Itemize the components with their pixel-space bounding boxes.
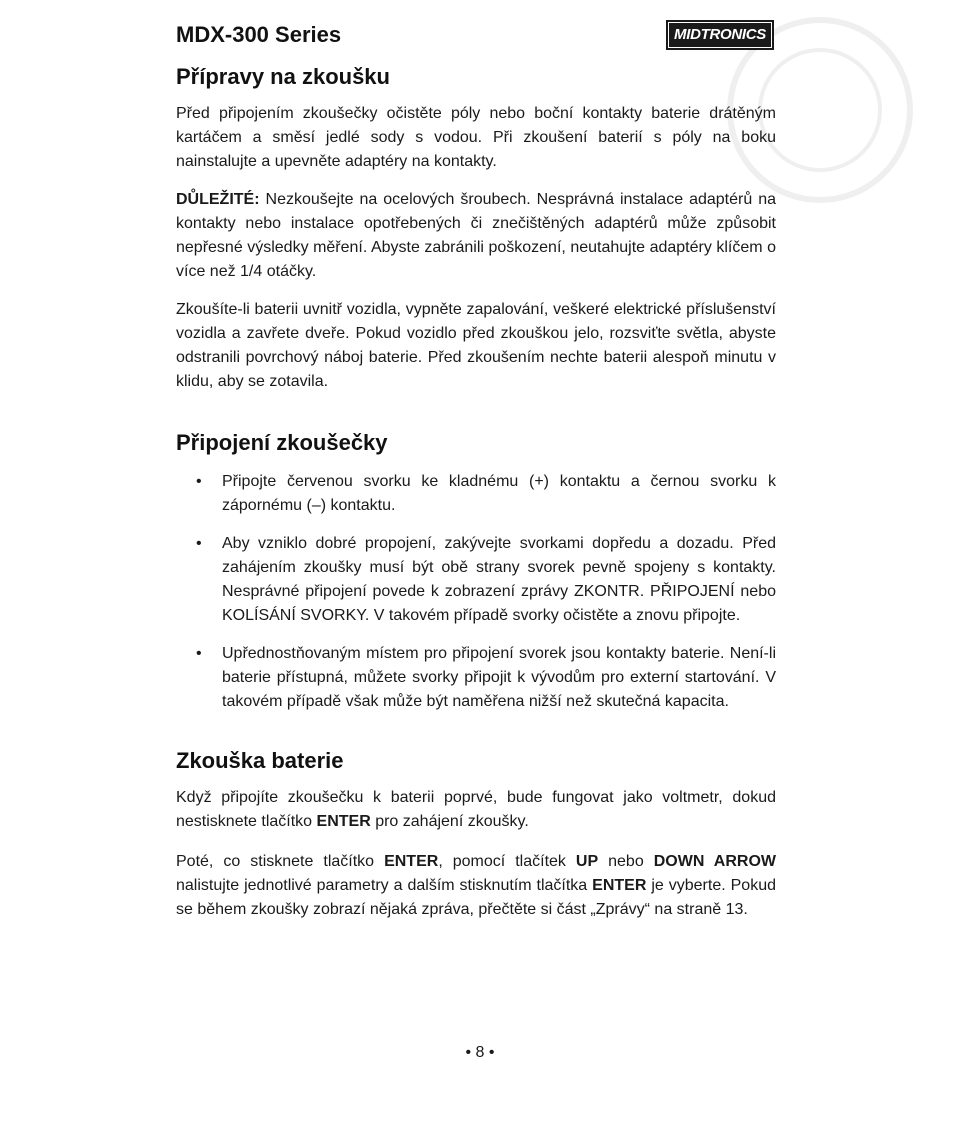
connecting-bullet-list xyxy=(176,470,776,714)
section-connecting xyxy=(176,430,776,714)
midtronics-logo: MIDTRONICS xyxy=(666,20,774,50)
testing-paragraph-2 xyxy=(176,850,776,922)
bullet-icon: • xyxy=(196,473,202,490)
section-preparation xyxy=(176,64,776,394)
bullet-item xyxy=(176,642,776,714)
section-title-connecting: Připojení zkoušečky xyxy=(176,430,388,455)
text-run: je vyberte. Pokud se během zkoušky zobrazí nějaká zpráva, přečtěte si část „Zprávy“ na straně 13. xyxy=(176,877,776,918)
bullet-text: Upřednostňovaným místem pro připojení svorek jsou kontakty baterie. Není-li baterie přístupná, můžete svorky připojit k vývodům pro externí startování. V takovém případě však může být naměřena nižší než skutečná kapacita. xyxy=(222,645,776,710)
page-header xyxy=(176,20,774,54)
up-key-label: UP xyxy=(575,853,599,870)
section-title-preparation: Přípravy na zkoušku xyxy=(176,64,390,89)
document-title: MDX-300 Series xyxy=(176,22,342,47)
text-run: nebo xyxy=(598,853,654,870)
bullet-text: Aby vzniklo dobré propojení, zakývejte svorkami dopředu a dozadu. Před zahájením zkoušky musí být obě strany svorek pevně spojeny s kontakty. Nesprávné připojení povede k zobrazení zprávy ZKONTR. PŘIPOJENÍ nebo KOLÍSÁNÍ SVORKY. V takovém případě svorky očistěte a znovu připojte. xyxy=(222,535,776,624)
text-run: pro zahájení zkoušky. xyxy=(370,813,529,830)
bullet-icon: • xyxy=(196,535,202,552)
important-label: DŮLEŽITÉ: xyxy=(176,191,260,208)
bullet-item xyxy=(176,470,776,518)
enter-key-label: ENTER xyxy=(384,853,439,870)
important-paragraph xyxy=(176,188,776,284)
text-run: Poté, co stisknete tlačítko xyxy=(176,853,385,870)
important-text: Nezkoušejte na ocelových šroubech. Nesprávná instalace adaptérů na kontakty nebo instalace opotřebených či znečištěných adaptérů může způsobit nepřesné výsledky měření. Abyste zabránili poškození, neutahujte adaptéry klíčem o více než 1/4 otáčky. xyxy=(176,191,776,280)
preparation-paragraph-1: Před připojením zkoušečky očistěte póly nebo boční kontakty baterie drátěným kartáčem a směsí jedlé sody s vodou. Při zkoušení baterií s póly na boku nainstalujte a upevněte adaptéry na kontakty. xyxy=(176,105,776,170)
section-testing xyxy=(176,748,776,922)
page-content xyxy=(176,62,776,922)
text-run: Když připojíte zkoušečku k baterii poprvé, bude fungovat jako voltmetr, dokud nestisknete tlačítko xyxy=(176,789,776,830)
enter-key-label: ENTER xyxy=(592,877,647,894)
section-title-testing: Zkouška baterie xyxy=(176,748,344,773)
down-arrow-key-label: DOWN ARROW xyxy=(653,853,777,870)
bullet-icon: • xyxy=(196,645,202,662)
enter-key-label: ENTER xyxy=(316,813,371,830)
bullet-item xyxy=(176,532,776,628)
text-run: , pomocí tlačítek xyxy=(438,853,576,870)
page-number: • 8 • xyxy=(465,1044,495,1061)
preparation-paragraph-3: Zkoušíte-li baterii uvnitř vozidla, vypněte zapalování, veškeré elektrické příslušenství vozidla a zavřete dveře. Pokud vozidlo před zkouškou jelo, rozsviťte světla, abyste odstranili povrchový náboj baterie. Před zkoušením nechte baterii alespoň minutu v klidu, aby se zotavila. xyxy=(176,301,776,390)
bullet-text: Připojte červenou svorku ke kladnému (+) kontaktu a černou svorku k zápornému (–) kontaktu. xyxy=(222,473,776,514)
testing-paragraph-1 xyxy=(176,786,776,834)
text-run: nalistujte jednotlivé parametry a dalším stisknutím tlačítka xyxy=(176,877,593,894)
